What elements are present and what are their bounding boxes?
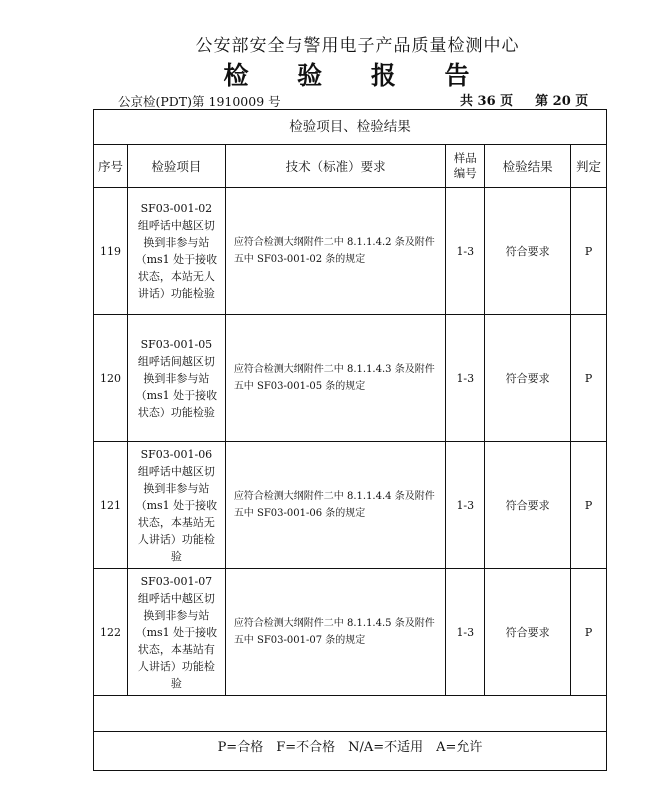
test-result: 符合要求 bbox=[485, 188, 571, 315]
requirement: 应符合检测大纲附件二中 8.1.1.4.4 条及附件五中 SF03-001-06 条的规定 bbox=[225, 442, 446, 569]
requirement: 应符合检测大纲附件二中 8.1.1.4.3 条及附件五中 SF03-001-05 条的规定 bbox=[225, 315, 446, 442]
table-row bbox=[94, 569, 607, 696]
row-number: 121 bbox=[94, 442, 128, 569]
test-result: 符合要求 bbox=[485, 442, 571, 569]
test-item: SF03-001-05 组呼话间越区切换到非参与站（ms1 处于接收状态）功能检验 bbox=[127, 315, 225, 442]
report-number: 公京检(PDT)第 1910009 号 bbox=[118, 94, 281, 109]
verdict: P bbox=[571, 442, 607, 569]
results-table bbox=[93, 144, 607, 696]
test-item: SF03-001-06 组呼话中越区切换到非参与站（ms1 处于接收状态，本基站无人讲话）功能检验 bbox=[127, 442, 225, 569]
column-header: 判定 bbox=[571, 145, 607, 188]
column-header: 技术（标准）要求 bbox=[225, 145, 446, 188]
column-header: 序号 bbox=[94, 145, 128, 188]
table-row bbox=[94, 442, 607, 569]
row-number: 122 bbox=[94, 569, 128, 696]
report-title: 检 验 报 告 bbox=[223, 61, 490, 90]
page-counter bbox=[460, 90, 588, 109]
organization-name: 公安部安全与警用电子产品质量检测中心 bbox=[195, 36, 520, 56]
column-header: 样品编号 bbox=[446, 145, 485, 188]
row-number: 120 bbox=[94, 315, 128, 442]
table-header-row bbox=[94, 145, 607, 188]
sample-id: 1-3 bbox=[446, 442, 485, 569]
sample-id: 1-3 bbox=[446, 315, 485, 442]
requirement: 应符合检测大纲附件二中 8.1.1.4.2 条及附件五中 SF03-001-02 条的规定 bbox=[225, 188, 446, 315]
table-row bbox=[94, 315, 607, 442]
verdict: P bbox=[571, 188, 607, 315]
verdict-legend: P=合格 F=不合格 N/A=不适用 A=允许 bbox=[217, 740, 483, 755]
verdict: P bbox=[571, 569, 607, 696]
test-item: SF03-001-02 组呼话中越区切换到非参与站（ms1 处于接收状态，本站无人讲话）功能检验 bbox=[127, 188, 225, 315]
current-page: 第 20 页 bbox=[535, 94, 589, 109]
table-caption: 检验项目、检验结果 bbox=[289, 119, 411, 135]
sample-id: 1-3 bbox=[446, 188, 485, 315]
requirement: 应符合检测大纲附件二中 8.1.1.4.5 条及附件五中 SF03-001-07 条的规定 bbox=[225, 569, 446, 696]
column-header: 检验项目 bbox=[127, 145, 225, 188]
table-row bbox=[94, 188, 607, 315]
test-result: 符合要求 bbox=[485, 315, 571, 442]
test-item: SF03-001-07 组呼话中越区切换到非参与站（ms1 处于接收状态，本基站有人讲话）功能检验 bbox=[127, 569, 225, 696]
column-header: 检验结果 bbox=[485, 145, 571, 188]
row-number: 119 bbox=[94, 188, 128, 315]
legend-divider bbox=[93, 731, 607, 732]
test-result: 符合要求 bbox=[485, 569, 571, 696]
verdict: P bbox=[571, 315, 607, 442]
sample-id: 1-3 bbox=[446, 569, 485, 696]
total-pages: 共 36 页 bbox=[460, 94, 514, 109]
